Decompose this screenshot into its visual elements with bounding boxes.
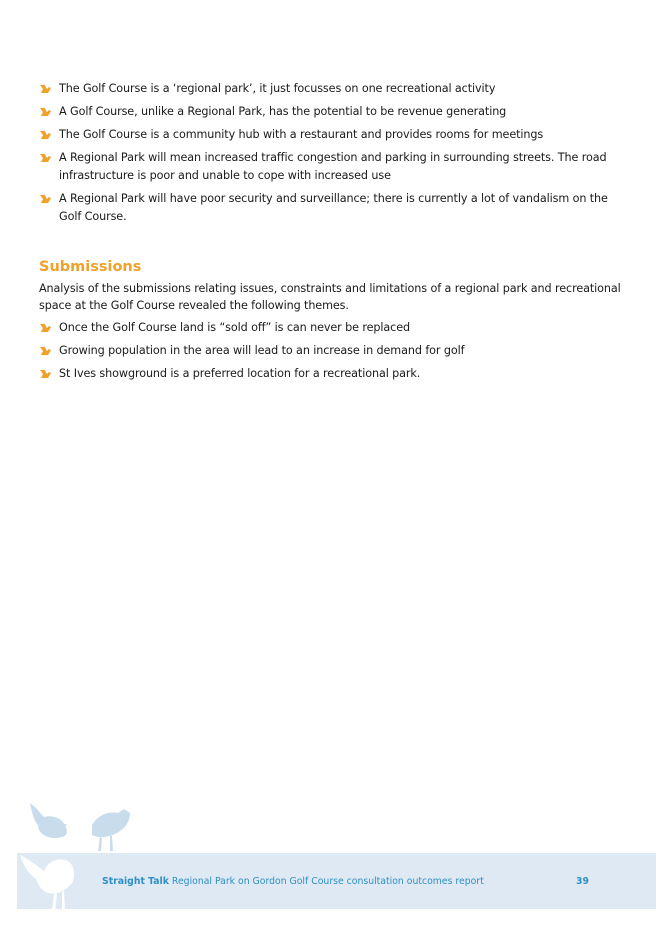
orange-bird-icon — [39, 322, 52, 334]
footer-title — [102, 876, 484, 888]
list-item-text: A Regional Park will mean increased traffic congestion and parking in surrounding streets. The road infrastructure is poor and unable to cope with increased use — [59, 151, 607, 182]
footer-report-title: Regional Park on Gordon Golf Course consultation outcomes report — [171, 876, 484, 887]
list-item-text: St Ives showground is a preferred location for a recreational park. — [59, 367, 421, 380]
list-item — [39, 103, 624, 121]
orange-bird-icon — [39, 129, 52, 141]
list-item — [39, 126, 624, 144]
footer-brand: Straight Talk — [102, 876, 169, 887]
list-item — [39, 80, 624, 98]
submissions-intro: Analysis of the submissions relating issues, constraints and limitations of a regional park and recreational space at the Golf Course revealed the following themes. — [39, 282, 621, 312]
submissions-list — [39, 319, 624, 388]
orange-bird-icon — [39, 83, 52, 95]
list-item-text: A Golf Course, unlike a Regional Park, has the potential to be revenue generating — [59, 105, 507, 118]
list-item-text: Once the Golf Course land is “sold off” is can never be replaced — [59, 321, 411, 334]
orange-bird-icon — [39, 345, 52, 357]
orange-bird-icon — [39, 368, 52, 380]
orange-bird-icon — [39, 106, 52, 118]
submissions-heading: Submissions — [39, 259, 142, 275]
list-item — [39, 149, 624, 185]
page-number: 39 — [576, 876, 589, 887]
orange-bird-icon — [39, 193, 52, 205]
list-item-text: The Golf Course is a community hub with a restaurant and provides rooms for meetings — [59, 128, 544, 141]
list-item-text: A Regional Park will have poor security and surveillance; there is currently a lot of vandalism on the Golf Course. — [59, 192, 608, 223]
list-item-text: Growing population in the area will lead to an increase in demand for golf — [59, 344, 465, 357]
list-item — [39, 319, 624, 337]
orange-bird-icon — [39, 152, 52, 164]
list-item-text: The Golf Course is a ‘regional park’, it just focusses on one recreational activity — [59, 82, 496, 95]
list-item — [39, 342, 624, 360]
birds-decoration-icon — [0, 795, 150, 915]
list-item — [39, 190, 624, 226]
concerns-list — [39, 80, 624, 231]
list-item — [39, 365, 624, 383]
